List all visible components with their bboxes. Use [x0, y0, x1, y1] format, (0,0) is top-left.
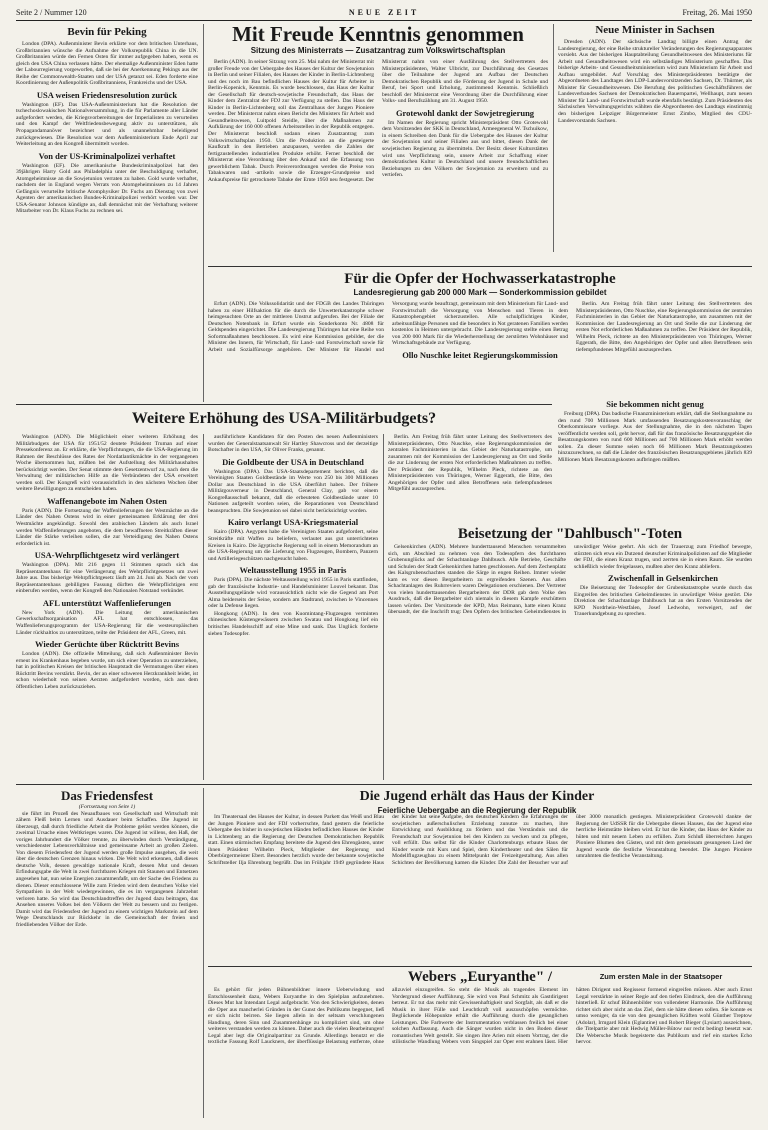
article-title-weitere: Weitere Erhöhung des USA-Militärbudgets? [131, 410, 437, 427]
article-kinder [208, 814, 752, 964]
article-title-freude: Mit Freude Kenntnis genommen [232, 22, 524, 46]
article-subtitle-freude: Sitzung des Ministerrats — Zusatzantrag zum Volkswirtschaftsplan [250, 46, 506, 55]
article-body-bevin-ruecktritt: London (ADN). Die offizielle Mitteilung, daß sich Außenminister Bevin erneut ins Krankenhaus begeben wurde, um sich einer Operation zu unterziehen, hat in politischen Kreisen der britischen Hauptstadt die Vermutungen über einen Rücktritt Bevins verstärkt. Bevin, der an einer schweren Herzkrankheit leidet, ist schon wiederholt von seinen Aerzten aufgefordert worden, sich aus dem öffentlichen Leben zurückzuziehen. [16, 651, 198, 690]
article-subtitle-hochwasser: Landesregierung gab 200 000 Mark — Sonderkommission gebildet [353, 288, 607, 297]
column-rule [203, 24, 204, 402]
article-title-kriminalpolizei: Von der US-Kriminalpolizei verhaftet [38, 150, 176, 161]
article-body-goldbeute: Washington (DPA). Das USA-Staatsdepartement berichtet, daß die Vereinigten Staaten Goldbestände im Werte von 250 bis 300 Millionen Dollar aus Deutschland in die USA überführt haben. Der frühere Militärgouverneur in Deutschland, General Clay, gab vor einem Kongreßausschuß bekannt, daß die erbeuteten Goldbestände unter 10 Nationen aufgeteilt worden seien, die Reparationen von Deutschland beanspruchten. Die Sowjetunion sei dabei nicht berücksichtigt worden. [208, 468, 378, 514]
article-body-webers: Es gehört für jeden Bühnenbildner innere Ueberwindung und Entschlossenheit dazu, Webers Euryanthe in den Spielplan aufzunehmen. Dieses Mut hat Intendant Legal aufgebracht. Von den Schwierigkeiten, denen die Oper aus mancherlei Gründen in der Gunst des Publikums begegnet, ließ er sich nicht beirren. Sie liegen allein in der seltsam verschlungenen Handlung, deren Sinn und Zusammenhänge zu kompliziert sind, um ohne weiteres verstanden werden zu können. Daher auch die vielen Bearbeitungen! Legal aber legt die Originalpartitur zu Grunde. Allerdings benutzt er die textliche Fassung Rolf Lauckners, der überflüssige Belastung entfernte, ohne allzuviel einzugreifen. So steht die Musik als tragendes Element im Vordergrund dieser Aufführung. Sie wird von Paul Schmitz als Gastdirigent betreut. Er tut das mehr mit Gewissenhaftigkeit und Sorgfalt, als daß er die Musik in ihrer Fülle und Leuchtkraft voll auszuschöpfen vermöchte. Beglückende Höhepunkte erhält die Aufführung durch die gesanglichen Leistungen. Die Farbwerte der Instrumentation verblassen freilich bei einer solchen Auffassung. Auch die Sänger wurden nicht in den Boden dieser romantischen Welt gestellt. Sie singen ihre Arien mit einem Vortrag, der die stilistische Wandlung Webers vom Singspiel zur Oper erst erahnen lässt. Hier hätten Dirigent und Regisseur formend eingreifen müssen. Aber auch Ernst Legal verstärkte in seiner Regie auf den tiefen Eindruck, den die Aufführung hinterließ. Er schuf Bühnenbilder von vollendeter Harmonie. Die Aufführung richtet sich aber nicht an das Ziel, dem sie hätte dienen sollen. Sie konnte es umso weniger, da sie von den gesanglichen Kräften wohl Günther Treptow (Adolar), Irmgard Klein (Eglantine) und Robert Bieger (Lysiart) auszeichnen, die Titelpartie aber mit Hedwig Müller-Bütow nur recht bedingt besetzt war. Die Webersche Musik begeisterte das Publikum und rief ein starkes Echo hervor. [208, 987, 752, 1046]
article-freude [208, 22, 548, 264]
article-title-grotewohl: Grotewohl dankt der Sowjetregierung [395, 107, 535, 118]
article-title-afl: AFL unterstützt Waffenlieferungen [42, 597, 172, 608]
article-subtitle-kinder: Feierliche Uebergabe an die Regierung der Republik [377, 806, 577, 815]
issue-date: Freitag, 26. Mai 1950 [682, 8, 752, 17]
newspaper-name: NEUE ZEIT [348, 8, 420, 17]
section-divider [208, 266, 752, 267]
article-friedensfest [16, 788, 198, 1118]
article-body-weitere: Washington (ADN). Die Möglichkeit einer weiteren Erhöhung des Militärbudgets der USA für 1951/52 deutete Präsident Truman auf einer Pressekonferenz an. Er erklärte, die Verpflichtungen, die die USA-Regierung im Rahmen der Beschlüsse des Rates der Nordatlantikmächte in der vergangenen Woche übernommen hat, müßten bei der Aufstellung des Militärhaushaltes berücksichtigt werden. Der Senat stimmte dem Gesetzentwurf zu, nach dem die Verwaltung der militärischen Hilfe an die Verbündeten der USA erweitert werden soll. Der Kongreß wird voraussichtlich in den nächsten Wochen über weitere Bewilligungen zu entscheiden haben. [16, 434, 198, 493]
article-body-successor: ausführlichste Kandidaten für den Posten des neuen Außenministers wurden der Generalstaatsanwalt Sir Hartley Shawcross und der derzeitige Botschafter in den USA, Sir Oliver Franks, genannt. [208, 434, 378, 454]
article-title-waffenangebote: Waffenangebote im Nahen Osten [47, 495, 167, 506]
article-title-webers: Webers „Euryanthe" / [407, 969, 553, 985]
article-body-hochwasser-continued: Berlin. Am Freitag früh fährt unter Leitung des Stellvertreters des Ministerpräsidenten, Otto Nuschke, eine Regierungskommission der zentralen Fachministerien in das Gebiet der Naturkatastrophe, um zusammen mit der Kommission der Landesregierung an Ort und Stelle die zur Linderung der ersten Not erforderlichen Maßnahmen zu treffen. Der Präsident der Republik, Wilhelm Pieck, richtete an den Ministerpräsidenten von Thüringen, Werner Eggerath, die Bitte, den Angehörigen der Opfer und allen Betroffenen sein tiefempfundenes Mitgefühl auszusprechen. [388, 434, 552, 493]
article-body-usa-resolution: Washington (EF). Das USA-Außenministerium hat die Resolution der tschechoslowakischen Nationalversammlung, in die für Parlamente aller Länder aufgefordert werden, die Kriegsvorbereitungen der Imperialisten zu verurteilen und den Kampf der Weltfriedensbewegung aktiv zu unterstützen, als Propagandamanöver bezeichnet und als unannehmbar beleidigend zurückgewiesen. Die Resolution war dem Außenministerium Ende April zur Weiterleitung an den Kongreß übermittelt worden. [16, 101, 198, 148]
article-title-neue-minister: Neue Minister in Sachsen [595, 24, 715, 36]
section-divider [208, 966, 752, 967]
article-subtitle-webers: Zum ersten Male in der Staatsoper [599, 972, 723, 981]
article-body-besatzungskosten: Freiburg (DPA). Das badische Finanzministerium erklärt, daß die Stellungnahme zu den rund 700 Millionen Mark umfassenden Besatzungskostenvoranschlag der Oberkommissare vorliege. Aus der Stellungnahme, die in den nächsten Tagen veröffentlicht werden soll, geht hervor, daß für das französische Besatzungsgebiet die Besatzungskosten von rund 600 Millionen auf 700 Millionen Mark erhöht werden sollen. Zu dieser Summe seien noch 66 Millionen Mark Besatzungskosten hinzuzurechnen, so daß die Länder des französischen Besatzungsgebietes jährlich 839 Millionen Mark Besatzungskosten aufbringen müßten. [558, 411, 752, 463]
article-subtitle-webers-wrap [570, 972, 752, 984]
article-title-weltausstellung: Weltausstellung 1955 in Paris [239, 565, 347, 576]
article-title-ollo: Ollo Nuschke leitet Regierungskommission [402, 349, 558, 360]
article-title-zwischenfall: Zwischenfall in Gelsenkirchen [608, 573, 718, 584]
column-rule [203, 788, 204, 1118]
article-hochwasser [208, 270, 752, 396]
article-title-bevin-peking: Bevin für Peking [67, 26, 147, 38]
article-title-hochwasser: Für die Opfer der Hochwasserkatastrophe [344, 271, 616, 287]
article-body-beisetzung: Gelsenkirchen (ADN). Mehrere hunderttausend Menschen versammelten sich, um Abschied zu nehmen von den Todesopfern des furchtbaren Grubenunglücks auf der Schachtanlage Dahlbusch. Alle Betriebe, Geschäfte und Schulen der Stadt Gelsenkirchen hatten geschlossen. Auf dem Zechenplatz des Kalsgrubenschachtes standen die Särge in engen Reihen. Immer wieder kam es vor diesen Bergarbeitern zu ergreifenden Szenen. Aus allen Schachtanlagen des Ruhrreviers waren Delegationen erschienen. Der Vertreter von vielen hunderttausenden Bergarbeitern der DDR gab dem Volke den Ausdruck, daß die Bergarbeiter sich niemals in diesem Kampfe erschüttern lassen würden. Der Vorsitzende der KPD, Max Reimann, hatte einen Kranz übersandt, der die Inschrift trug: Den Opfern des britischen Geheimdienstes in unwürdiger Weise geehrt. Als sich der Trauerzug zum Friedhof bewegte, stürzten sich etwa ein Dutzend deutscher Kriminalpolizisten auf die Mitglieder der FDJ, die einen Kranz trugen, und zerrten sie in einen Raum. Sie wurden schließlich wieder freigelassen, mußten aber den Kranz abliefern. Zwischenfall in Gelsenkirchen Die Beisetzung der Todesopfer der Grubenkatastrophe wurde durch das Eingreifen des britischen Geheimdienstes in unwürdiger Weise gestört. Die Direktion der Schachtanlage Dahlbusch hat an den Ersten Vorsitzenden der KPD Nordrhein-Westfalen, Josef Ledwohn, verweigert, auf der Trauerkundgebung zu sprechen. [388, 544, 752, 618]
section-divider [16, 404, 552, 405]
article-body-kairo: Kairo (DPA). Aegypten habe die Vereinigten Staaten aufgefordert, seine Streitkräfte mit Waffen zu beliefern, verlautet aus gut unterrichteten Kreisen in Kairo. Die ägyptische Regierung soll in einem Memorandum an die USA-Regierung um die Lieferung von Flugzeugen, Bombern, Panzern und Artilleriegeschützen nachgesucht haben. [208, 529, 378, 562]
article-hochwasser-continuation [388, 434, 552, 520]
article-body-freude: Berlin (ADN). In seiner Sitzung vom 25. Mai nahm der Ministerrat mit großer Freude von der Uebergabe des Hauses der Kultur der Sowjetunion in Berlin und seiner Filialen, des Hauses der Kinder in Berlin-Lichtenberg und des noch im Bau befindlichen Hauses der Kultur für Arbeiter in Berlin-Kopenick, Kenntnis. Es wurde beschlossen, das Haus der Kultur der Gesellschaft für deutsch-sowjetische Freundschaft, das Haus der Kinder dem Zentralrat der FDJ zur Verfügung zu stellen. Das Haus der Kinder in Berlin-Lichtenberg soll das Zentralhaus der Jungen Pioniere werden. Der Ministerrat nahm einen Bericht des Ministers für Arbeit und Gesundheitswesen, Luitpold Steidle, über die Maßnahmen zur Aufklärung der 160 000 offenen Arbeitsstellen in der Republik entgegen. Der Ministerrat beschloß sodann einen Zusatzantrag zum Volkswirtschaftsplan 1950. Um die Produktion an die gesteigerte Kaufkraft in den Betrieben anzupassen, werden die Zahlen der fertigzustellenden industriellen Produkte erhöht. Ferner beschloß der Ministerrat eine Verordnung über den Ankauf und die Erfassung von gewerblichem Tabak. Durch Preisverordnungen werden die Preise von Tabakwaren und -artikeln sowie die Erzeuger-Grundpreise und Ankaufspreise für getrocknete Tabake der Ernte 1950 neu festgesetzt. Der Ministerrat nahm von einer Ausführung des Stellvertreters des Ministerpräsidenten, Walter Ulbricht, zur Durchführung des Gesetzes über die Teilnahme der Jugend am Aufbau der Deutschen Demokratischen Republik und die Förderung der Jugend in Schule und Beruf, bei Sport und Erholung, zustimmend Kenntnis. Schließlich beschloß der Ministerrat eine Verordnung über die Durchführung einer Volks- und Berufszählung am 31. August 1950. Grotewohl dankt der Sowjetregierung Im Namen der Regierung spricht Ministerpräsident Otto Grotewohl dem Vorsitzenden der SKK in Deutschland, Armeegeneral W. Tschuikow, in einem Schreiben den Dank für die Uebergabe des Hauses der Kultur der Sowjetunion und seiner Filialen aus und bittet, diesen Dank der sowjetischen Regierung zu übermitteln. Der Besitz dieser Kulturstätten wird uns Verpflichtung sein, unsere Arbeit zur Schaffung einer demokratischen Kultur in Deutschland und unsere freundschaftlichen Beziehungen zu den Völkern der Sowjetunion zu erweitern und zu vertiefen. [208, 59, 548, 183]
article-body-hochwasser: Erfurt (ADN). Die Volkssolidarität und der FDGB des Landes Thüringen haben zu einer Hilfsaktion für die durch die Unwetterkatastrophe schwer heimgesuchten Orte an der mittleren Unstrut aufgerufen. Bei der Filiale der Deutschen Notenbank in Erfurt wurde ein Sonderkonto Nr. 4808 für Geldspenden eingerichtet. Die Landesregierung Thüringen hat eine Reihe von Sofortmaßnahmen beschlossen. Es wird eine Kommission gebildet, der die Minister des Innern, für Wirtschaft, für Land- und Forstwirtschaft sowie für Arbeit und Sozialfürsorge angehören. Der Minister für Handel und Versorgung wurde beauftragt, gemeinsam mit dem Ministerium für Land- und Forstwirtschaft die Versorgung von Menschen und Tieren in dem Katastrophengebiet sicherzustellen. Alle schulpflichtigen Kinder, arbeitsunfähige Personen und die besonders in Not geratenen Familien werden kostenlos in Heimen untergebracht. Die Landesregierung stellte einen Betrag von 200 000 Mark für die Wiederherstellung der zerstörten Wohnhäuser und Wirtschaftsgebäude zur Verfügung. Ollo Nuschke leitet Regierungskommission Berlin. Am Freitag früh fährt unter Leitung des Stellvertreters des Ministerpräsidenten, Otto Nuschke, eine Regierungskommission der zentralen Fachministerien in das Gebiet der Naturkatastrophe, um zusammen mit der Kommission der Landesregierung an Ort und Stelle die zur Linderung der ersten Not erforderlichen Maßnahmen zu treffen. Der Präsident der Republik, Wilhelm Pieck, richtete an den Ministerpräsidenten von Thüringen, Werner Eggerath, die Bitte, den Angehörigen der Opfer und allen Betroffenen sein tiefempfundenes Mitgefühl auszusprechen. [208, 301, 752, 360]
column-rule [553, 24, 554, 252]
article-body-neue-minister: Dresden (ADN). Der sächsische Landtag billigte einen Antrag der Landesregierung, der eine Reihe struktureller Veränderungen des Regierungsapparates vorsieht. Aus der bisherigen Hauptabteilung Gesundheitswesen des Ministeriums für Arbeit und Gesundheitswesen wird ein selbständiges Ministerium geschaffen. Das bisherige Arbeits- und Gesundheitsministerium wird zum Ministerium für Arbeit und Aufbau umgebildet. Auf Vorschlag des Ministerpräsidenten bestätigte der Abgeordneten des Landtages den LDP-Landesvorsitzenden Sachsen, Dr. Thürmer, als Minister für Gesundheitswesen. Die Berufung des politischen Geschäftsführers der Landesverbandes Sachsen der Demokratischen Bauernpartei, Wellhaupt, zum neuen Minister für Land- und Forstwirtschaft wurde ebenfalls bestätigt. Zum Präsidenten des Sächsischen Verwaltungsgerichts wählten die Abgeordneten des Landtags einstimmig den bisherigen Leipziger Bürgermeister Ernst Zimbo, Mitglied des CDU-Landesvorstands Sachsen. [558, 39, 752, 124]
article-body-waffenangebote: Paris (ADN). Die Fortsetzung der Waffenlieferungen der Westmächte an die Länder des Nahen Ostens wird in einer gemeinsamen Erklärung der drei Westmächte angekündigt. Sowohl den arabischen Ländern als auch Israel werden Waffenlieferungen angeboten, die dem bewaffneten Streitkräften dieser Länder die Stärke verleihen sollen, die zur Verteidigung des Nahen Ostens erforderlich ist. [16, 507, 198, 547]
article-title-bevin-ruecktritt: Wieder Gerüchte über Rücktritt Bevins [34, 639, 179, 650]
article-body-weltausstellung: Paris (DPA). Die nächste Weltausstellung wird 1955 in Paris stattfinden, gab der französische Industrie- und Handelsminister Louvel bekannt. Das Ausstellungsgelände wird voraussichtlich nicht wie die Gegend am Port Alma beiderseits der Seine, sondern am Stadtrand, zwischen le Vincennes oder la Defense liegen. [208, 577, 378, 610]
column-left-top [16, 24, 198, 402]
article-title-besatzungskosten: Sie bekommen nicht genug [606, 399, 704, 409]
article-body-hongkong: Hongkong (ADN). In den von Kuomintang-Flugzeugen verminten chinesischen Küstengewässern zwischen Swatau und Hongkong lief ein britisches Handelsschiff auf eine Mine und sank. Das Unglück forderte sieben Todesopfer. [208, 610, 378, 637]
article-body-wehrpflicht: Washington (DPA). Mit 216 gegen 11 Stimmen sprach sich das Repräsentantenhaus für eine Verlängerung des Wehrpflichtgesetzes um zwei Jahre aus. Das bisherige Wehrpflichtgesetz läuft am 24. Juni ab. Nach der vom Repräsentantenhaus gebilligten Fassung dürften die Wehrpflichtigen erst einberufen werden, wenn der Kongreß den Nationalen Notstand verkündet. [16, 562, 198, 595]
section-divider [16, 784, 752, 785]
article-beisetzung [388, 524, 752, 780]
article-title-kairo: Kairo verlangt USA-Kriegsmaterial [227, 517, 359, 528]
article-besatzungskosten [558, 396, 752, 520]
article-webers [208, 968, 752, 1120]
column-rule [203, 434, 204, 780]
article-weitere-header [16, 408, 552, 432]
column-center-middle [208, 434, 378, 780]
article-neue-minister [558, 22, 752, 250]
page-number: Seite 2 / Nummer 120 [16, 8, 87, 17]
article-title-wehrpflicht: USA-Wehrpflichtgesetz wird verlängert [34, 550, 180, 561]
article-title-friedensfest: Das Friedensfest [60, 788, 154, 803]
article-body-friedensfest: sie führt im Prozeß des Neuaufbaues von Gesellschaft und Wirtschaft mit zähem Fleiß beim Lernen und Ausdauer beim Schaffen. Die Jugend ist überzeugt, daß durch friedliche Arbeit die Probleme gelöst werden können, die zweimal Ursache eines Weltkrieges waren. Die Jugend ist willens, den Haß, der voriges Jahrhundert die Völker trennte, zu überwinden durch Verständigung, verschiedenster Lebensverhältnisse und gemeinsame Arbeit an großen Zielen. Von diesem Friedensfest der Jugend werden große Impulse ausgehen, die weit über die deutschen Grenzen hinaus wirken. Die Welt wird erkennen, daß dieses deutsche Volk, dessen gewaltige nationale Kraft, dessen Mut und dessen Erfindungsgabe die Welt in zwei furchtbaren Kriegen mit Staunen und Entsetzen angesehen hat, nun seine Energien zusammenfaßt, um der Sache des Friedens zu dienen. Dieser entschlossene Wille zum Frieden wird dem deutschen Volke viel Sympathien in der Welt wiedergewinnen, die es im vergangenen Jahrzehnt verloren hatte. So wird das Deutschlandtreffen der Jugend dazu beitragen, das Ansehen unseres Volkes bei den Völkern der Welt zu bessern und zu festigen. Damit wird das Friedensfest der Jugend zu einem wichtigen Markstein auf dem Wege Deutschlands zur Rückkehr in die Gemeinschaft der freien und friedliebenden Völker der Erde. [16, 810, 198, 928]
article-title-beisetzung: Beisetzung der "Dahlbusch"-Toten [457, 526, 683, 542]
column-rule [383, 434, 384, 780]
article-title-goldbeute: Die Goldbeute der USA in Deutschland [222, 456, 364, 467]
article-body-afl: New York (ADN). Die Leitung der amerikanischen Gewerkschaftsorganisation AFL hat entschlossen, das Waffenlieferungsprogramm der USA-Regierung für die westeuropäischen Länder rückhaltlos zu unterstützen, teilte der Präsident der AFL, Green, mit. [16, 609, 198, 636]
masthead [16, 8, 752, 21]
article-title-kinder: Die Jugend erhält das Haus der Kinder [359, 789, 595, 804]
article-title-usa-resolution: USA weisen Friedensresolution zurück [36, 89, 178, 100]
article-body-kinder: Im Theatersaal des Hauses der Kultur, in dessen Parkett das Weiß und Blau der Jungen Pioniere und der FDJ vorherrschte, fand gestern die feierliche Uebergabe des bisher in sowjetischen Händen befindlichen Hauses der Kinder in Lichtenberg an die Regierung der Deutschen Demokratischen Republik statt. Einen stürmischen Empfang bereitete die Jugend den Ehrengästen, unter ihnen Präsident Wilhelm Pieck, Mitglieder der Regierung und Oberbürgermeister Ebert. Besonders herzlich wurde der bekannte sowjetische Schriftsteller Ilja Ehrenburg begrüßt. Das im Frühjahr 1949 gegründete Haus der Kinder hat seine Aufgabe, den deutschen Kindern die Erfahrungen der sowjetischen außerschulischen Erziehung zunutze zu machen, ihre Entwicklung und Ausbildung zu fördern und das Verständnis und die Freundschaft zur Sowjetunion bei den Kindern zu wecken und zu pflegen, voll erfüllt. Das selbst für die Kinder Charlottenburgs erbaute Haus der Kinder wurde mit Kurs und Spiel, dem Kindertheater und den Sälen für Modellflugzeugbau zu einem Mittelpunkt der Freizeitgestaltung. Aus allen Schichten der Bevölkerung kamen die Kinder. Die Zahl der Besucher war auf über 3000 monatlich gestiegen. Ministerpräsident Grotewohl dankte der Regierung der UdSSR für die Uebergabe dieses Hauses, das der Jugend eine herrliche Heimstätte bleiben wird. Er bat die Kinder, das Haus der Kinder zu hüten und mit neuem Leben zu erfüllen. Zum Schluß überreichten Jungen Pioniere Blumen den Gästen, und mit dem gemeinsam gesungenen Lied der Jugend wurde die festliche Veranstaltung beendet. Die Jungen Pioniere umrahmten die festliche Veranstaltung. [208, 814, 752, 866]
article-body-kriminalpolizei: Washington (EF). Die amerikanische Bundeskriminalpolizei hat den 39jährigen Harry Gold aus Philadelphia unter der Beschuldigung verhaftet, Atomgeheimnisse an die Sowjetunion verraten zu haben. Gold wurde verhaftet, nachdem der in England wegen Verrats von Atomgeheimnissen zu 14 Jahren Gefängnis verurteilte britische Atomphysiker Dr. Fuchs am Dienstag von zwei Agenten der amerikanischen Bundes-Kriminalpolizei verhört worden war. Der USA-Senator Johnson kündigte an, daß demnächst mit der Verhaftung weiterer Mitarbeiter von Dr. Klaus Fuchs zu rechnen sei. [16, 162, 198, 215]
article-body-bevin-peking: London (DPA). Außenminister Bevin erklärte vor dem britischen Unterhaus, Großbritannien wünsche die Aufnahme der Volksrepublik China in die UN. Großbritannien würde den Fernen Osten für immer aufgegeben haben, wenn es gleich den USA China verlassen hätte. Der ehemalige Außenminister Eden hatte der Labourregierung vorgeworfen, daß sie bei der Anerkennung Pekings aus der Reihe der Commonwealth-Staaten und der USA getanzt sei. Eden forderte eine Koordinierung der Außenpolitik Großbritanniens, Frankreichs und der USA. [16, 41, 198, 87]
column-left-middle [16, 434, 198, 780]
article-subtitle-friedensfest: (Fortsetzung von Seite 1) [78, 804, 136, 810]
